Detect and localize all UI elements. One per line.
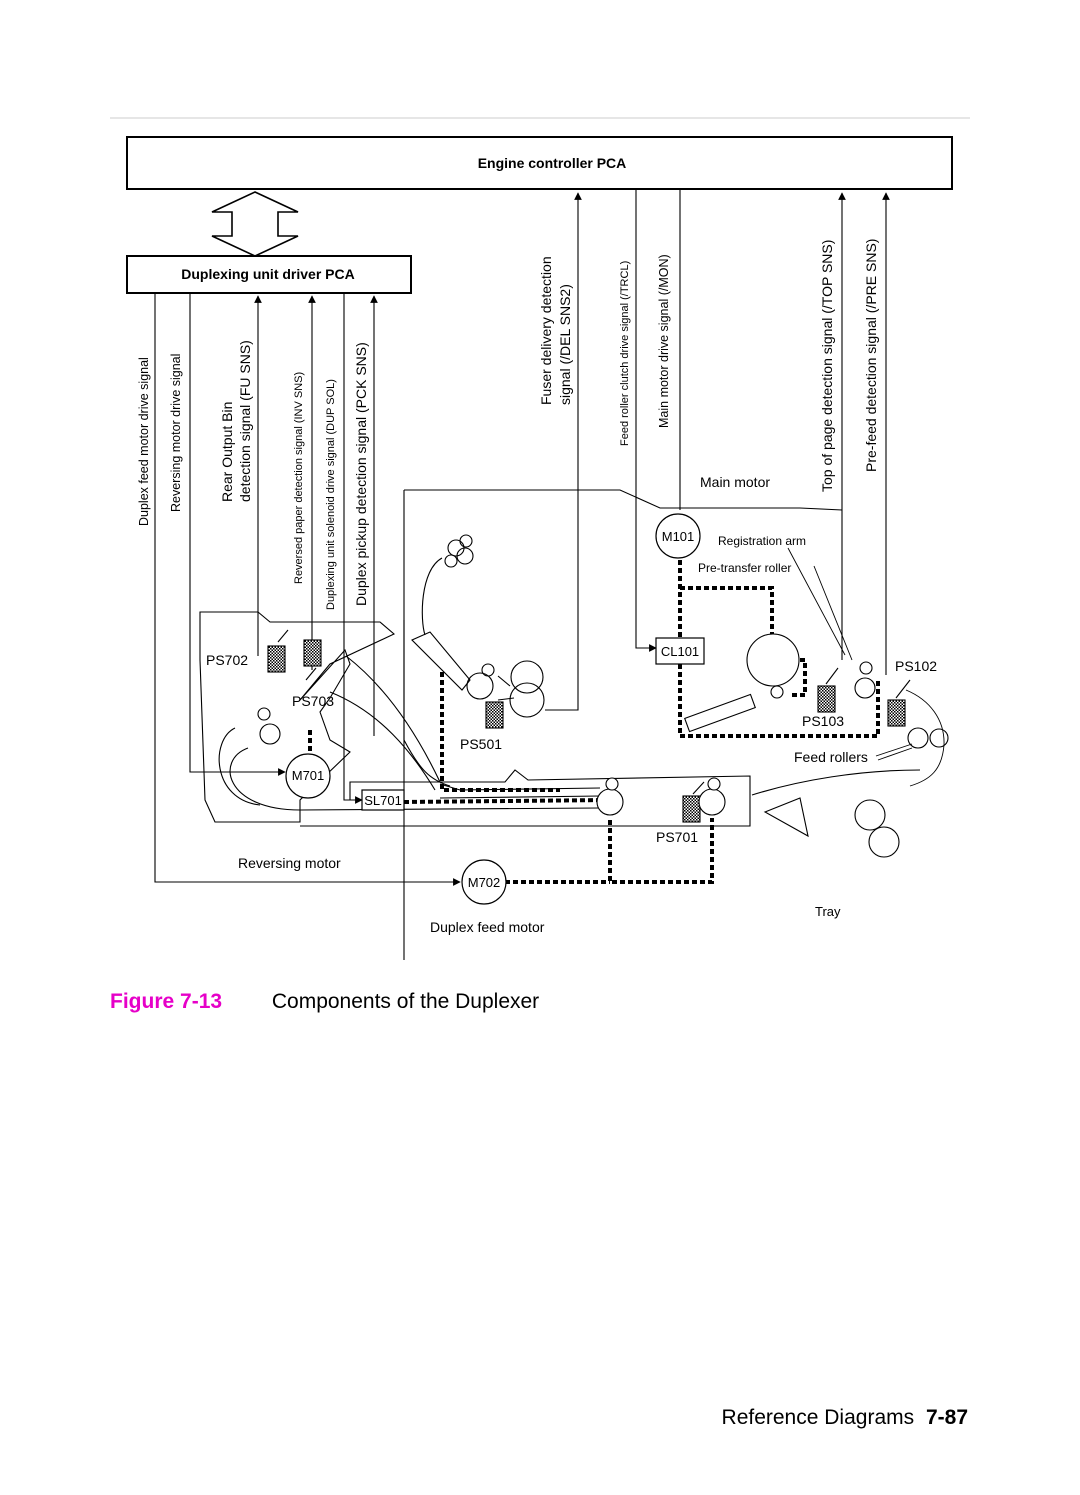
signal-duplex-feed-motor: Duplex feed motor drive signal — [137, 357, 151, 526]
label-m702: M702 — [467, 875, 501, 890]
signal-solenoid: Duplexing unit solenoid drive signal (DUP SOL) — [325, 379, 337, 610]
label-ps701: PS701 — [656, 829, 699, 845]
signal-reversed-paper: Reversed paper detection signal (INV SNS) — [293, 371, 305, 584]
ps701-sensor — [683, 796, 700, 822]
ps501-sensor — [486, 702, 503, 728]
footer-section: Reference Diagrams — [721, 1406, 915, 1429]
ps102-sensor — [888, 700, 905, 726]
signal-pre-feed: Pre-feed detection signal (/PRE SNS) — [863, 238, 879, 472]
label-registration-arm: Registration arm — [718, 534, 807, 548]
signal-rear-output-bin-2: detection signal (FU SNS) — [237, 340, 253, 502]
label-reversing-motor: Reversing motor — [238, 855, 341, 871]
ps703-sensor — [304, 640, 321, 666]
label-pre-transfer-roller: Pre-transfer roller — [698, 561, 792, 575]
page-number: 7-87 — [925, 1406, 968, 1429]
ps103-sensor — [818, 686, 835, 712]
bus-arrow — [212, 192, 298, 256]
page-footer — [722, 1406, 968, 1430]
signal-fuser-1: Fuser delivery detection — [538, 256, 554, 405]
signal-reversing-motor: Reversing motor drive signal — [169, 353, 183, 512]
label-ps703: PS703 — [292, 693, 335, 709]
signal-main-motor: Main motor drive signal (/MON) — [657, 254, 671, 428]
label-tray: Tray — [815, 904, 841, 919]
signal-feed-clutch: Feed roller clutch drive signal (/TRCL) — [619, 260, 631, 446]
signal-rear-output-bin-1: Rear Output Bin — [219, 401, 235, 502]
signal-fuser-2: signal (/DEL SNS2) — [557, 284, 573, 405]
figure-title: Components of the Duplexer — [271, 990, 540, 1013]
engine-controller-label: Engine controller PCA — [477, 155, 627, 171]
label-duplex-feed-motor: Duplex feed motor — [430, 919, 545, 935]
label-main-motor: Main motor — [700, 474, 771, 490]
label-ps702: PS702 — [206, 652, 249, 668]
label-ps103: PS103 — [802, 713, 845, 729]
label-m701: M701 — [291, 768, 325, 783]
label-sl701: SL701 — [364, 793, 402, 808]
label-m101: M101 — [661, 529, 695, 544]
figure-caption — [110, 990, 539, 1014]
signal-top-of-page: Top of page detection signal (/TOP SNS) — [819, 239, 835, 492]
label-ps102: PS102 — [895, 658, 938, 674]
ps702-sensor — [268, 646, 285, 672]
figure-word: Figure — [110, 990, 175, 1013]
label-feed-rollers: Feed rollers — [794, 749, 868, 765]
duplex-driver-label: Duplexing unit driver PCA — [181, 266, 355, 282]
label-ps501: PS501 — [460, 736, 503, 752]
figure-number: 7-13 — [180, 990, 223, 1013]
label-cl101: CL101 — [660, 644, 700, 659]
signal-pickup: Duplex pickup detection signal (PCK SNS) — [353, 342, 369, 606]
